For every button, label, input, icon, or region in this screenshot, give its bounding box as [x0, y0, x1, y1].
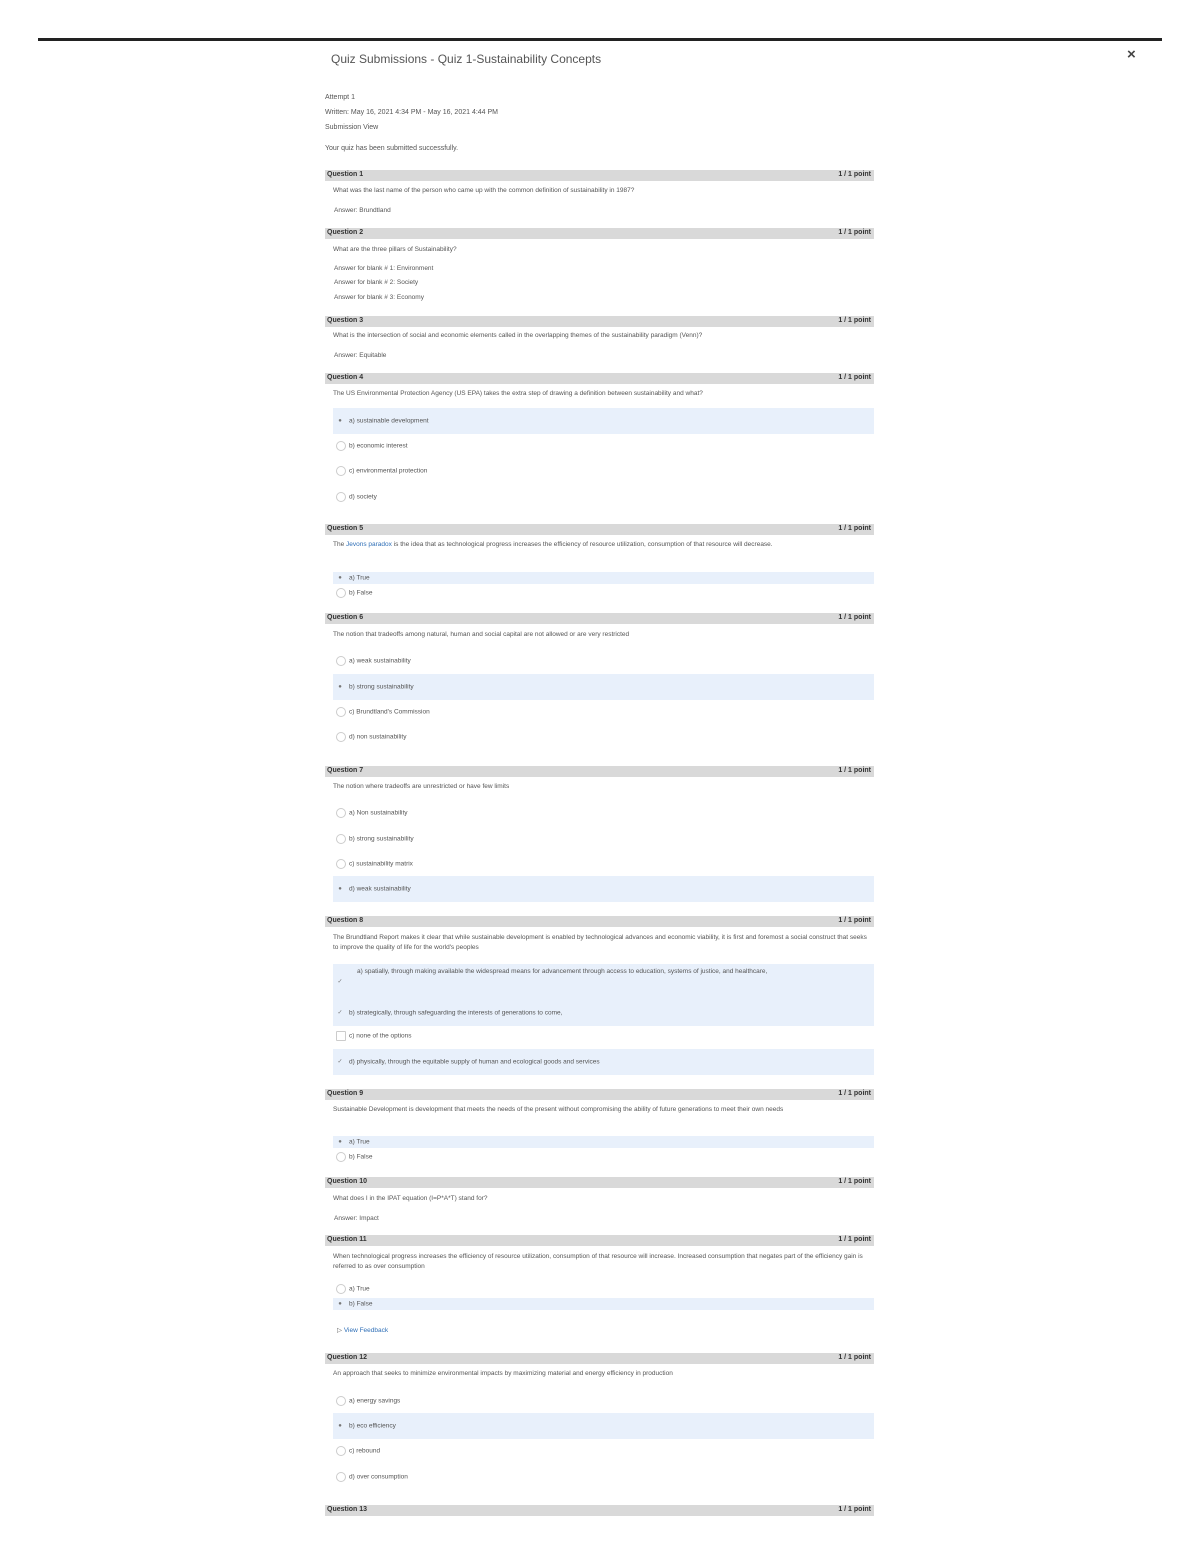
radio-icon[interactable] — [336, 656, 346, 666]
triangle-right-icon: ▷ — [337, 1327, 342, 1334]
question-header — [325, 1353, 874, 1364]
question-points: 1 / 1 point — [838, 1506, 871, 1513]
jevons-paradox-link[interactable]: Jevons paradox — [346, 541, 392, 548]
selected-radio-icon[interactable]: ● — [338, 575, 342, 581]
question-number: Question 2 — [327, 229, 364, 236]
answer-text: Answer for blank # 2: Society — [334, 279, 419, 286]
question-points: 1 / 1 point — [838, 1236, 871, 1243]
answer-option[interactable]: c) Brundtland's Commission — [333, 699, 874, 725]
answer-option[interactable]: ● d) weak sustainability — [333, 876, 874, 902]
question-points: 1 / 1 point — [838, 1354, 871, 1361]
radio-icon[interactable] — [336, 859, 346, 869]
radio-icon[interactable] — [336, 732, 346, 742]
answer-option[interactable]: a) weak sustainability — [333, 648, 874, 674]
question-text: What was the last name of the person who came up with the common definition of sustainability in 1987? — [333, 187, 635, 194]
answer-text: Answer for blank # 3: Economy — [334, 294, 424, 301]
checked-checkbox-icon[interactable]: ✓ — [337, 1010, 343, 1016]
selected-radio-icon[interactable]: ● — [338, 684, 342, 690]
radio-icon[interactable] — [336, 1446, 346, 1456]
question-header — [325, 373, 874, 384]
answer-option[interactable]: ● a) sustainable development — [333, 408, 874, 434]
question-points: 1 / 1 point — [838, 317, 871, 324]
question-points: 1 / 1 point — [838, 767, 871, 774]
question-header — [325, 1235, 874, 1246]
answer-option[interactable]: c) rebound — [333, 1438, 874, 1464]
attempt-label: Attempt 1 — [325, 94, 355, 101]
question-text: What are the three pillars of Sustainability? — [333, 246, 457, 253]
question-header — [325, 524, 874, 535]
question-text: An approach that seeks to minimize environmental impacts by maximizing material and energy efficiency in production — [333, 1370, 673, 1377]
selected-radio-icon[interactable]: ● — [338, 1423, 342, 1429]
question-points: 1 / 1 point — [838, 229, 871, 236]
question-text: When technological progress increases the efficiency of resource utilization, consumption of that resource will increase. Increased consumption that negates part of the efficiency gain is referred to as over consumption — [333, 1253, 863, 1270]
answer-option[interactable]: b) economic interest — [333, 433, 874, 459]
checked-checkbox-icon[interactable]: ✓ — [337, 1059, 343, 1065]
question-header — [325, 916, 874, 927]
answer-option[interactable]: c) environmental protection — [333, 458, 874, 484]
question-header — [325, 766, 874, 777]
question-text: The Brundtland Report makes it clear that while sustainable development is enabled by technological advances and economic viability, it is first and foremost a social construct that seeks to improve the quality of life for the world's peoples — [333, 934, 867, 951]
question-text: The US Environmental Protection Agency (US EPA) takes the extra step of drawing a definition between sustainability and what? — [333, 390, 703, 397]
radio-icon[interactable] — [336, 1396, 346, 1406]
question-header — [325, 316, 874, 327]
answer-text: Answer: Impact — [334, 1215, 379, 1222]
answer-option[interactable]: c) none of the options — [333, 1023, 874, 1049]
answer-option[interactable]: ● b) False — [333, 1298, 874, 1310]
question-header — [325, 228, 874, 239]
question-points: 1 / 1 point — [838, 525, 871, 532]
answer-option[interactable]: ● a) True — [333, 572, 874, 584]
selected-radio-icon[interactable]: ● — [338, 886, 342, 892]
question-text: The notion where tradeoffs are unrestricted or have few limits — [333, 783, 510, 790]
written-timestamp: Written: May 16, 2021 4:34 PM - May 16, 2021 4:44 PM — [325, 109, 499, 116]
radio-icon[interactable] — [336, 1284, 346, 1294]
question-points: 1 / 1 point — [838, 1090, 871, 1097]
question-number: Question 13 — [327, 1506, 368, 1513]
question-number: Question 8 — [327, 917, 364, 924]
radio-icon[interactable] — [336, 466, 346, 476]
question-number: Question 6 — [327, 614, 364, 621]
answer-option[interactable]: ✓ b) strategically, through safeguarding the interests of generations to come, — [333, 1000, 874, 1026]
question-text: The Jevons paradox is the idea that as technological progress increases the efficiency of resource utilization, consumption of that resource will decrease. — [333, 541, 773, 548]
question-points: 1 / 1 point — [838, 614, 871, 621]
question-header — [325, 1177, 874, 1188]
question-number: Question 12 — [327, 1354, 368, 1361]
checked-checkbox-icon[interactable]: ✓ — [337, 979, 343, 985]
question-number: Question 10 — [327, 1178, 368, 1185]
question-number: Question 11 — [327, 1236, 367, 1243]
selected-radio-icon[interactable]: ● — [338, 1139, 342, 1145]
selected-radio-icon[interactable]: ● — [338, 418, 342, 424]
radio-icon[interactable] — [336, 1152, 346, 1162]
answer-option[interactable]: a) True — [333, 1283, 874, 1295]
top-divider — [38, 38, 1162, 41]
question-text: Sustainable Development is development that meets the needs of the present without compromising the ability of future generations to meet their own needs — [333, 1106, 784, 1113]
question-points: 1 / 1 point — [838, 374, 871, 381]
answer-option[interactable]: d) non sustainability — [333, 724, 874, 750]
question-text: The notion that tradeoffs among natural, human and social capital are not allowed or are very restricted — [333, 631, 630, 638]
question-points: 1 / 1 point — [838, 171, 871, 178]
question-text: What is the intersection of social and economic elements called in the overlapping themes of the sustainability paradigm (Venn)? — [333, 332, 703, 339]
question-header — [325, 1089, 874, 1100]
answer-option[interactable]: b) False — [333, 587, 874, 599]
question-points: 1 / 1 point — [838, 917, 871, 924]
answer-option[interactable]: ● b) strong sustainability — [333, 674, 874, 700]
radio-icon[interactable] — [336, 441, 346, 451]
answer-option[interactable]: a) Non sustainability — [333, 800, 874, 826]
question-number: Question 9 — [327, 1090, 364, 1097]
answer-option[interactable]: d) society — [333, 484, 874, 510]
answer-option[interactable]: b) False — [333, 1151, 874, 1163]
close-icon[interactable]: × — [1127, 46, 1136, 63]
view-feedback-toggle[interactable]: ▷ View Feedback — [337, 1327, 389, 1334]
question-header — [325, 613, 874, 624]
answer-option[interactable]: d) over consumption — [333, 1464, 874, 1490]
question-number: Question 1 — [327, 171, 364, 178]
radio-icon[interactable] — [336, 588, 346, 598]
answer-option[interactable]: ✓ d) physically, through the equitable supply of human and ecological goods and services — [333, 1049, 874, 1075]
radio-icon[interactable] — [336, 1472, 346, 1482]
answer-option[interactable]: ● a) True — [333, 1136, 874, 1148]
question-points: 1 / 1 point — [838, 1178, 871, 1185]
answer-option[interactable]: ● b) eco efficiency — [333, 1413, 874, 1439]
submission-view-label: Submission View — [325, 124, 379, 131]
radio-icon[interactable] — [336, 834, 346, 844]
status-message: Your quiz has been submitted successfully. — [325, 145, 459, 152]
page-title: Quiz Submissions - Quiz 1-Sustainability Concepts — [331, 52, 602, 66]
radio-icon[interactable] — [336, 808, 346, 818]
answer-option[interactable]: ✓ a) spatially, through making available the widespread means for advancement through access to education, systems of justice, and healthcare, — [333, 964, 874, 1000]
question-number: Question 3 — [327, 317, 364, 324]
answer-option[interactable]: a) energy savings — [333, 1388, 874, 1414]
answer-text: Answer: Brundtland — [334, 207, 391, 214]
selected-radio-icon[interactable]: ● — [338, 1301, 342, 1307]
question-header — [325, 170, 874, 181]
questions-area — [325, 90, 874, 1520]
answer-text: Answer for blank # 1: Environment — [334, 265, 434, 272]
answer-option[interactable]: c) sustainability matrix — [333, 851, 874, 877]
radio-icon[interactable] — [336, 707, 346, 717]
answer-option[interactable]: b) strong sustainability — [333, 826, 874, 852]
question-header — [325, 1505, 874, 1516]
radio-icon[interactable] — [336, 492, 346, 502]
checkbox-icon[interactable] — [336, 1031, 346, 1041]
question-number: Question 5 — [327, 525, 364, 532]
question-text: What does I in the IPAT equation (I=P*A*T) stand for? — [333, 1195, 488, 1202]
answer-text: Answer: Equitable — [334, 352, 387, 359]
question-number: Question 7 — [327, 767, 364, 774]
question-number: Question 4 — [327, 374, 364, 381]
